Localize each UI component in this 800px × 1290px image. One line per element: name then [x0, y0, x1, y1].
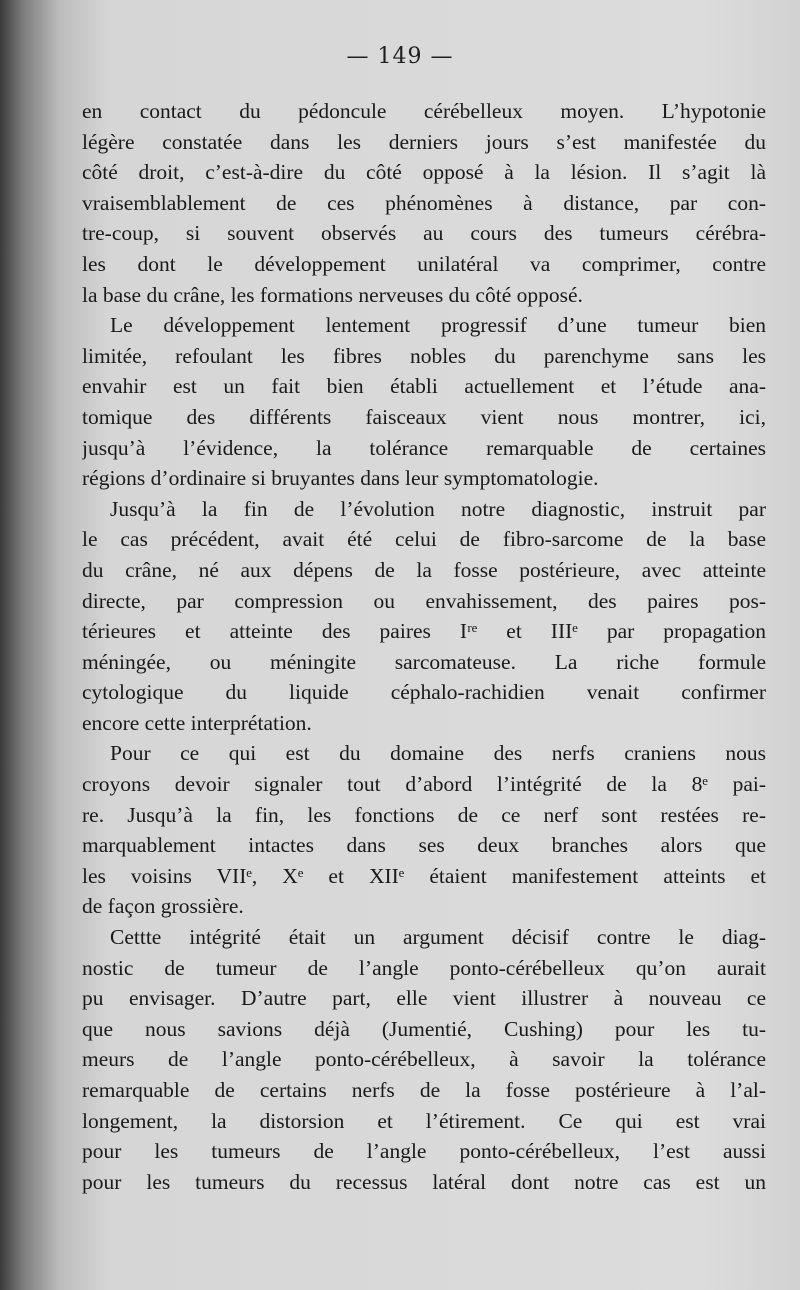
text-line: térieures et atteinte des paires Iʳᵉ et IIIᵉ par propagation [82, 619, 766, 644]
text-line: limitée, refoulant les fibres nobles du parenchyme sans les [82, 343, 766, 368]
text-line: en contact du pédoncule cérébelleux moyen. L’hypotonie [82, 99, 766, 123]
text-line: les dont le développement unilatéral va comprimer, contre [82, 251, 766, 276]
text-line: Jusqu’à la fin de l’évolution notre diagnostic, instruit par [110, 496, 766, 521]
text-line: longement, la distorsion et l’étirement. Ce qui est vrai [82, 1108, 766, 1133]
text-line: remarquable de certains nerfs de la fosse postérieure à l’al- [82, 1078, 766, 1102]
text-line: Cettte intégrité était un argument décisif contre le diag- [110, 925, 766, 950]
body-text [82, 96, 766, 1197]
text-line: croyons devoir signaler tout d’abord l’intégrité de la 8ᵉ pai- [82, 772, 766, 797]
text-line: nostic de tumeur de l’angle ponto-cérébelleux qu’on aurait [82, 955, 766, 980]
text-line: de façon grossière. [82, 894, 244, 919]
text-line: vraisemblablement de ces phénomènes à distance, par con- [82, 190, 766, 215]
text-line: du crâne, né aux dépens de la fosse postérieure, avec atteinte [82, 557, 766, 582]
text-line: la base du crâne, les formations nerveuses du côté opposé. [82, 282, 583, 307]
text-line: Le développement lentement progressif d’une tumeur bien [110, 313, 766, 338]
text-line: jusqu’à l’évidence, la tolérance remarquable de certaines [82, 435, 766, 460]
text-line: les voisins VIIᵉ, Xᵉ et XIIᵉ étaient manifestement atteints et [82, 863, 766, 888]
page-number: — 149 — [346, 44, 454, 69]
text-line: Pour ce qui est du domaine des nerfs craniens nous [110, 741, 766, 766]
text-line: légère constatée dans les derniers jours s’est manifestée du [82, 129, 766, 154]
text-line: envahir est un fait bien établi actuellement et l’étude ana- [82, 374, 766, 399]
text-line: cytologique du liquide céphalo-rachidien venait confirmer [82, 680, 766, 705]
text-line: directe, par compression ou envahissement, des paires pos- [82, 588, 766, 613]
text-line: méningée, ou méningite sarcomateuse. La riche formule [82, 649, 766, 674]
text-line: tomique des différents faisceaux vient nous montrer, ici, [82, 404, 766, 429]
text-line: pour les tumeurs de l’angle ponto-cérébelleux, l’est aussi [82, 1139, 766, 1164]
text-line: pour les tumeurs du recessus latéral dont notre cas est un [82, 1169, 766, 1194]
text-line: pu envisager. D’autre part, elle vient illustrer à nouveau ce [82, 986, 766, 1011]
text-line: encore cette interprétation. [82, 710, 312, 735]
text-line: que nous savions déjà (Jumentié, Cushing) pour les tu- [82, 1016, 766, 1041]
text-line: tre-coup, si souvent observés au cours des tumeurs cérébra- [82, 221, 766, 246]
text-line: meurs de l’angle ponto-cérébelleux, à savoir la tolérance [82, 1047, 766, 1072]
text-line: côté droit, c’est-à-dire du côté opposé à la lésion. Il s’agit là [82, 160, 766, 185]
text-line: re. Jusqu’à la fin, les fonctions de ce nerf sont restées re- [82, 802, 766, 827]
text-line: régions d’ordinaire si bruyantes dans leur symptomatologie. [82, 466, 599, 491]
text-line: le cas précédent, avait été celui de fibro-sarcome de la base [82, 527, 766, 552]
text-line: marquablement intactes dans ses deux branches alors que [82, 833, 766, 858]
